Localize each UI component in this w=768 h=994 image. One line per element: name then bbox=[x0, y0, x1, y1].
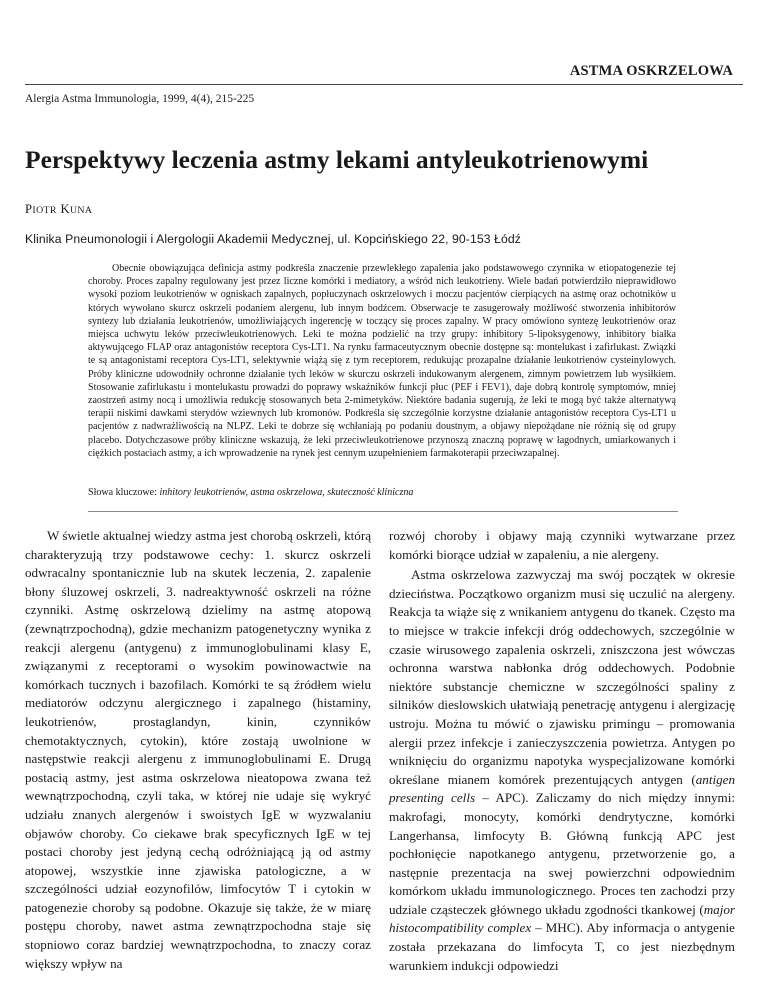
header-rule bbox=[25, 84, 743, 85]
paragraph-text: – MHC). Aby informacja o antygenie została przekazana do limfocyta T, co jest niezbędnym warunkiem indukcji odpowiedzi bbox=[389, 920, 735, 973]
body-column-right bbox=[389, 527, 735, 975]
body-paragraph: rozwój choroby i objawy mają czynniki wytwarzane przez komórki biorące udział w zapaleniu, a nie alergeny. bbox=[389, 528, 735, 562]
affiliation: Klinika Pneumonologii i Alergologii Akademii Medycznej, ul. Kopcińskiego 22, 90-153 Łódź bbox=[25, 232, 521, 246]
author-first-rest: IOTR bbox=[32, 205, 57, 216]
author-first-initial: P bbox=[25, 202, 33, 216]
section-label: ASTMA OSKRZELOWA bbox=[569, 63, 733, 79]
keywords-rule bbox=[88, 511, 678, 512]
emphasis-term: antigen presenting cells bbox=[389, 771, 735, 806]
author-last-rest: UNA bbox=[69, 205, 93, 216]
article-title: Perspektywy leczenia astmy lekami antyleukotrienowymi bbox=[25, 145, 649, 174]
keywords-label: Słowa kluczowe: bbox=[88, 487, 160, 498]
body-paragraph bbox=[389, 566, 735, 975]
emphasis-term: major histocompatibility complex bbox=[389, 901, 735, 936]
paragraph-text: Astma oskrzelowa zazwyczaj ma swój początek w okresie dzieciństwa. Początkowo organizm musi się uczulić na alergeny. Reakcja ta wiąże się z wnikaniem antygenu do tkanek. Często ma to miejsce w trakcie infekcji dróg oddechowych, szczególnie w czasie wirusowego zapalenia oskrzeli, zniszczona jest wówczas ochronna warstwa nabłonka dróg oddechowych. Podobnie niektóre substancje chemiczne w szczególności spaliny z silników dieslowskich ułatwiają penetrację antygenu i alergizację ustroju. Można tu mówić o zjawisku primingu – promowania alergii przez infekcje i zanieczyszczenia powietrza. Antygen po wniknięciu do organizmu napotyka wyspecjalizowane komórki określane mianem komórek prezentujących antygen ( bbox=[389, 567, 735, 787]
keywords-value: inhitory leukotrienów, astma oskrzelowa, skuteczność kliniczna bbox=[159, 487, 414, 498]
keywords bbox=[88, 487, 413, 498]
abstract: Obecnie obowiązująca definicja astmy podkreśla znaczenie przewlekłego zapalenia jako podstawowego czynnika w etiopatogenezie tej choroby. Proces zapalny regulowany jest przez liczne komórki i mediatory, a wśród nich leukotrieny. Wiele badań potwierdziło nieprawidłowo wysoki poziom leukotrienów w ogniskach zapalnych, popłuczynach oskrzelowych i moczu pacjentów cierpiących na astmę oraz ochotników u których wywołano skurcz oskrzeli podaniem alergenu, lub innym bodźcem. Obserwacje te zasugerowały możliwość stworzenia inhibitorów syntezy lub działania leukotrienów, umożliwiających ingerencję w toczący się proces zapalny. W pracy omówiono syntezę leukotrienów oraz miejsca uchwytu leków przeciwleukotrienowych. Leki te można podzielić na trzy grupy: inhibitory 5-lipoksygenowy, inhibitory białka aktywującego FLAP oraz antagonistów receptora Cys-LT1. Na rynku farmaceutycznym obecnie dostępne są: montelukast i zafirlukast. Związki te są antagonistami receptora Cys-LT1, selektywnie wiążą się z tym receptorem, redukując prozapalne działanie leukotrienów cysteinylowych. Próby kliniczne udowodniły ochronne działanie tych leków w skurczu oskrzeli indukowanym alergenem, zimnym powietrzem lub wysiłkiem. Stosowanie zafirlukastu i montelukastu prowadzi do poprawy wskaźników funkcji płuc (PEF i FEV1), daje dobrą kontrolę symptomów, mniej zaostrzeń astmy nocą i umożliwia redukcję stosowanych beta 2-mimetyków. Niektóre badania sugerują, że leki te mogą być także alternatywą terapii niskimi dawkami sterydów wziewnych lub kromonów. Podkreśla się szczególnie korzystne działanie antagonistów receptora Cys-LT1 u pacjentów z nadwrażliwością na NLPZ. Leki te dobrze się wchłaniają po podaniu doustnym, a objawy niepożądane nie różnią się od grupy placebo. Dotychczasowe próby kliniczne wskazują, że leki przeciwleukotrienowe przynoszą znaczną poprawę w łagodnych, umiarkowanych i ciężkich postaciach astmy, a ich wprowadzenie na rynek jest cennym uzupełnieniem farmakoterapii przeciwzapalnej. bbox=[88, 263, 676, 459]
author-last-initial: K bbox=[60, 202, 70, 216]
author-name bbox=[25, 202, 92, 217]
journal-citation: Alergia Astma Immunologia, 1999, 4(4), 215-225 bbox=[25, 93, 255, 105]
body-paragraph: W świetle aktualnej wiedzy astma jest chorobą oskrzeli, którą charakteryzują trzy podstawowe cechy: 1. skurcz oskrzeli odwracalny spontanicznie lub na skutek leczenia, 2. zapalenie błony śluzowej oskrzeli, 3. nadreaktywność oskrzeli na różne czynniki. Astmę oskrzelową dzielimy na astmę atopową (zewnątrzpochodną), gdzie mechanizm patogenetyczny wynika z reakcji alergenu (antygenu) z immunoglobulinami klasy E, związanymi z receptorami o wysokim powinowactwie na komórkach tucznych i bazofilach. Komórki te są źródłem wielu mediatorów odczynu alergicznego i zapalnego (histaminy, leukotrienów, prostaglandyn, kinin, czynników chemotaktycznych, cytokin), które zostają uwolnione w następstwie reakcji alergenu z immunoglobulinami E. Drugą postacią astmy, jest astma oskrzelowa nieatopowa zwana też wewnątrzpochodną, czyli taka, w której nie udaje się wykryć udziału znanych alergenów i swoistych IgE w wyzwalaniu objawów choroby. Co ciekawe brak specyficznych IgE w tej postaci choroby jest jedyną cechą odróżniającą ją od astmy atopowej, wszystkie inne zjawiska patologiczne, a w szczególności udział eozynofilów, limfocytów T i cytokin w patogenezie choroby są podobne. Okazuje się także, że w miarę postępu choroby, nawet astma zewnątrzpochodna staje się stopniowo coraz bardziej wewnątrzpochodna, to znaczy coraz większy wpływ na bbox=[25, 528, 371, 971]
body-column-left bbox=[25, 527, 371, 973]
paragraph-text: – APC). Zaliczamy do nich między innymi: makrofagi, monocyty, komórki dendrytyczne, komórki Langerhansa, limfocyty B. Główną funkcją APC jest pochłonięcie napotkanego antygenu, przetworzenie go, a następnie prezentacja na swej powierzchni odpowiednim komórkom układu immunologicznego. Proces ten zachodzi przy udziale cząsteczek głównego układu zgodności tkankowej ( bbox=[389, 790, 736, 917]
